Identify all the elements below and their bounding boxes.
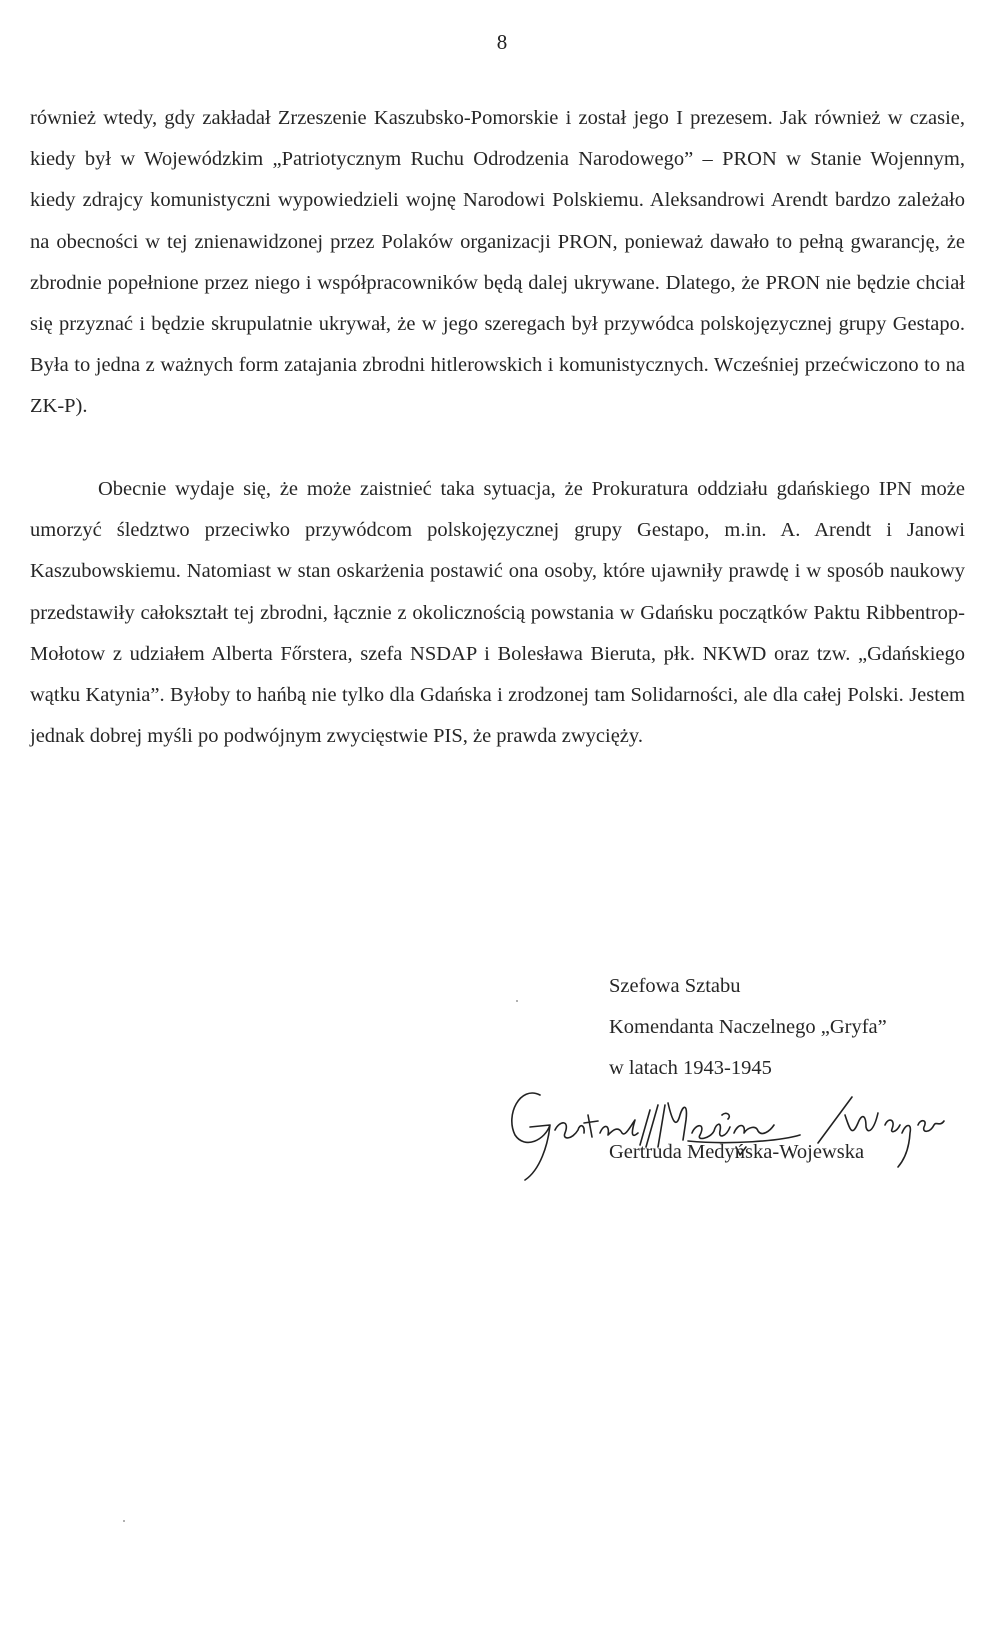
paragraph-2 (30, 469, 965, 757)
signer-title-line-3: w latach 1943-1945 (609, 1057, 772, 1079)
paragraph-2-text: Obecnie wydaje się, że może zaistnieć taka sytuacja, że Prokuratura oddziału gdańskiego IPN może umorzyć śledztwo przeciwko przywódcom polskojęzycznej grupy Gestapo, m.in. A. Arendt i Janowi Kaszubowskiemu. Natomiast w stan oskarżenia postawić ona osoby, które ujawniły prawdę i w sposób naukowy przedstawiły całokształt tej zbrodni, łącznie z okolicznością powstania w Gdańsku początków Paktu Ribbentrop-Mołotow z udziałem Alberta Főrstera, szefa NSDAP i Bolesława Bieruta, płk. NKWD oraz tzw. „Gdańskiego wątku Katynia”. Byłoby to hańbą nie tylko dla Gdańska i zrodzonej tam Solidarności, ale dla całej Polski. Jestem jednak dobrej myśli po podwójnym zwycięstwie PIS, że prawda zwycięży. (30, 478, 965, 748)
scan-speck (516, 1000, 518, 1002)
signature-block (609, 966, 887, 1089)
signer-title-line-2: Komendanta Naczelnego „Gryfa” (609, 1016, 887, 1038)
handwritten-signature (500, 1075, 970, 1185)
paragraph-1 (30, 98, 965, 428)
signer-title-line-1: Szefowa Sztabu (609, 975, 741, 997)
scan-speck (123, 1520, 125, 1522)
paragraph-1-text: również wtedy, gdy zakładał Zrzeszenie Kaszubsko-Pomorskie i został jego I prezesem. Jak również w czasie, kiedy był w Wojewódzkim „Patriotycznym Ruchu Odrodzenia Narodowego” – PRON w Stanie Wojennym, kiedy zdrajcy komunistyczni wypowiedzieli wojnę Narodowi Polskiemu. Aleksandrowi Arendt bardzo zależało na obecności w tej znienawidzonej przez Polaków organizacji PRON, ponieważ dawało to pełną gwarancję, że zbrodnie popełnione przez niego i współpracowników będą dalej ukrywane. Dlatego, że PRON nie będzie chciał się przyznać i będzie skrupulatnie ukrywał, że w jego szeregach był przywódca polskojęzycznej grupy Gestapo. Była to jedna z ważnych form zatajania zbrodni hitlerowskich i komunistycznych. Wcześniej przećwiczono to na ZK-P). (30, 107, 965, 418)
signer-name: Gertruda Medyńska-Wojewska (609, 1141, 865, 1163)
page-number: 8 (496, 30, 508, 54)
